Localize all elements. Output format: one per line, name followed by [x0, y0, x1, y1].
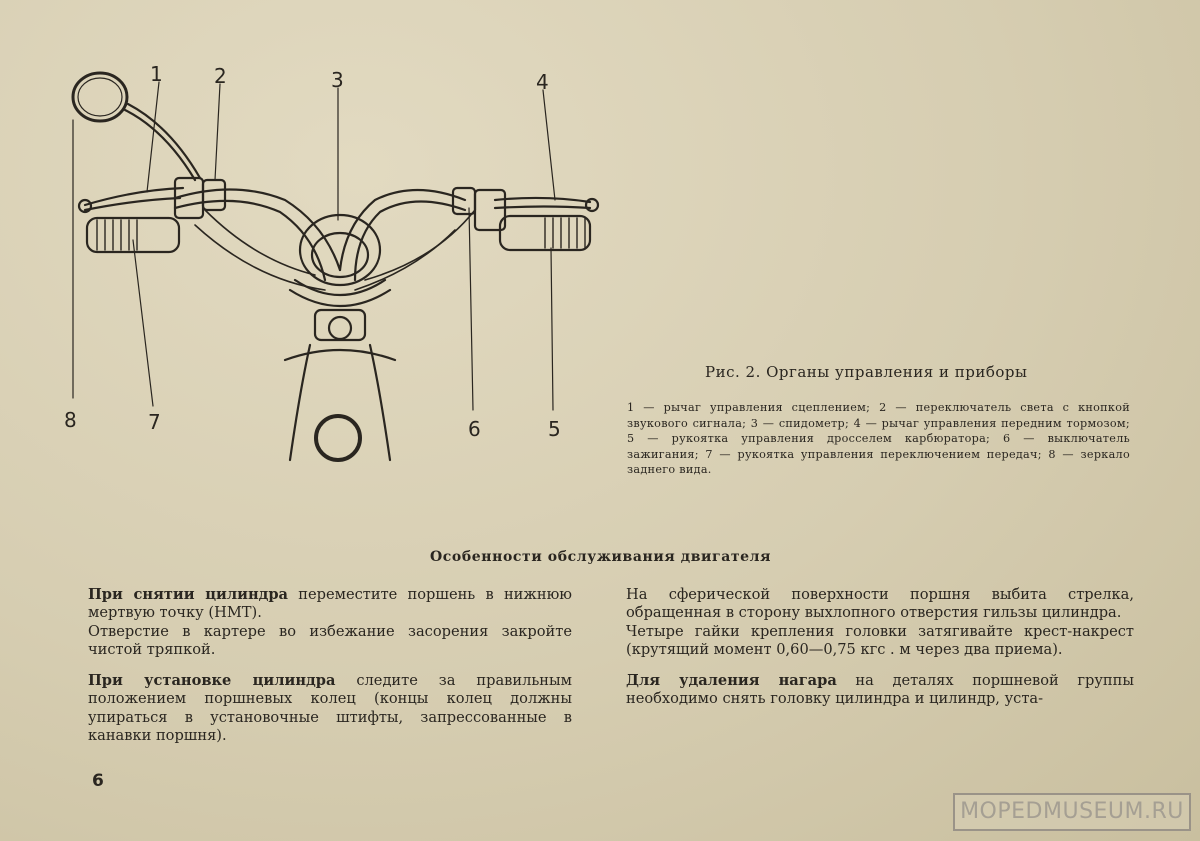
paragraph	[88, 586, 572, 623]
callout-5: 5	[548, 417, 561, 441]
paragraph: Четыре гайки крепления головки затягивайте крест-накрест (крутящий момент 0,60—0,75 кгс . м через два приема).	[626, 622, 1134, 658]
section-title: Особенности обслуживания двигателя	[430, 549, 772, 565]
paragraph-text: переместите поршень в нижнюю мертвую точку (НМТ).	[88, 586, 572, 622]
left-grip-shape	[87, 218, 179, 252]
fuel-cap-shape	[316, 416, 360, 460]
bold-lead: При установке цилиндра	[88, 672, 336, 690]
mirror-shape	[73, 73, 127, 121]
paragraph: На сферической поверхности поршня выбита стрелка, обращенная в сторону выхлопного отверстия гильзы цилиндра.	[626, 586, 1134, 622]
right-column	[626, 586, 1134, 709]
paragraph: Отверстие в картере во избежание засорения закройте чистой тряпкой.	[88, 622, 572, 658]
callout-3: 3	[331, 68, 344, 92]
paragraph	[626, 672, 1134, 709]
callout-7: 7	[148, 410, 161, 434]
figure-legend: 1 — рычаг управления сцеплением; 2 — переключатель света с кнопкой звукового сигнала; 3 — спидометр; 4 — рычаг управления передним тормозом; 5 — рукоятка управления дросселем карбюратора; 6 — выключатель зажигания; 7 — рукоятка управления переключением передач; 8 — зеркало заднего вида.	[627, 401, 1130, 476]
bold-lead: При снятии цилиндра	[88, 586, 289, 603]
page-number: 6	[92, 771, 104, 791]
callout-4: 4	[536, 70, 549, 94]
callout-2: 2	[214, 64, 227, 88]
callout-6: 6	[468, 417, 481, 441]
figure-caption: Рис. 2. Органы управления и приборы	[705, 363, 1028, 381]
paragraph	[88, 672, 572, 745]
bold-lead: Для удаления нагара	[626, 672, 837, 690]
watermark: MOPEDMUSEUM.RU	[953, 793, 1191, 831]
handlebar-diagram	[55, 60, 615, 480]
callout-8: 8	[64, 408, 77, 432]
callout-1: 1	[150, 62, 163, 86]
paragraph-text: следите за правильным положением поршневых колец (концы колец должны упираться в установочные штифты, запрессованные в канавки поршня).	[88, 672, 572, 745]
left-column	[88, 586, 572, 745]
paragraph-text: на деталях поршневой группы необходимо снять головку цилиндра и цилиндр, уста-	[626, 672, 1134, 708]
